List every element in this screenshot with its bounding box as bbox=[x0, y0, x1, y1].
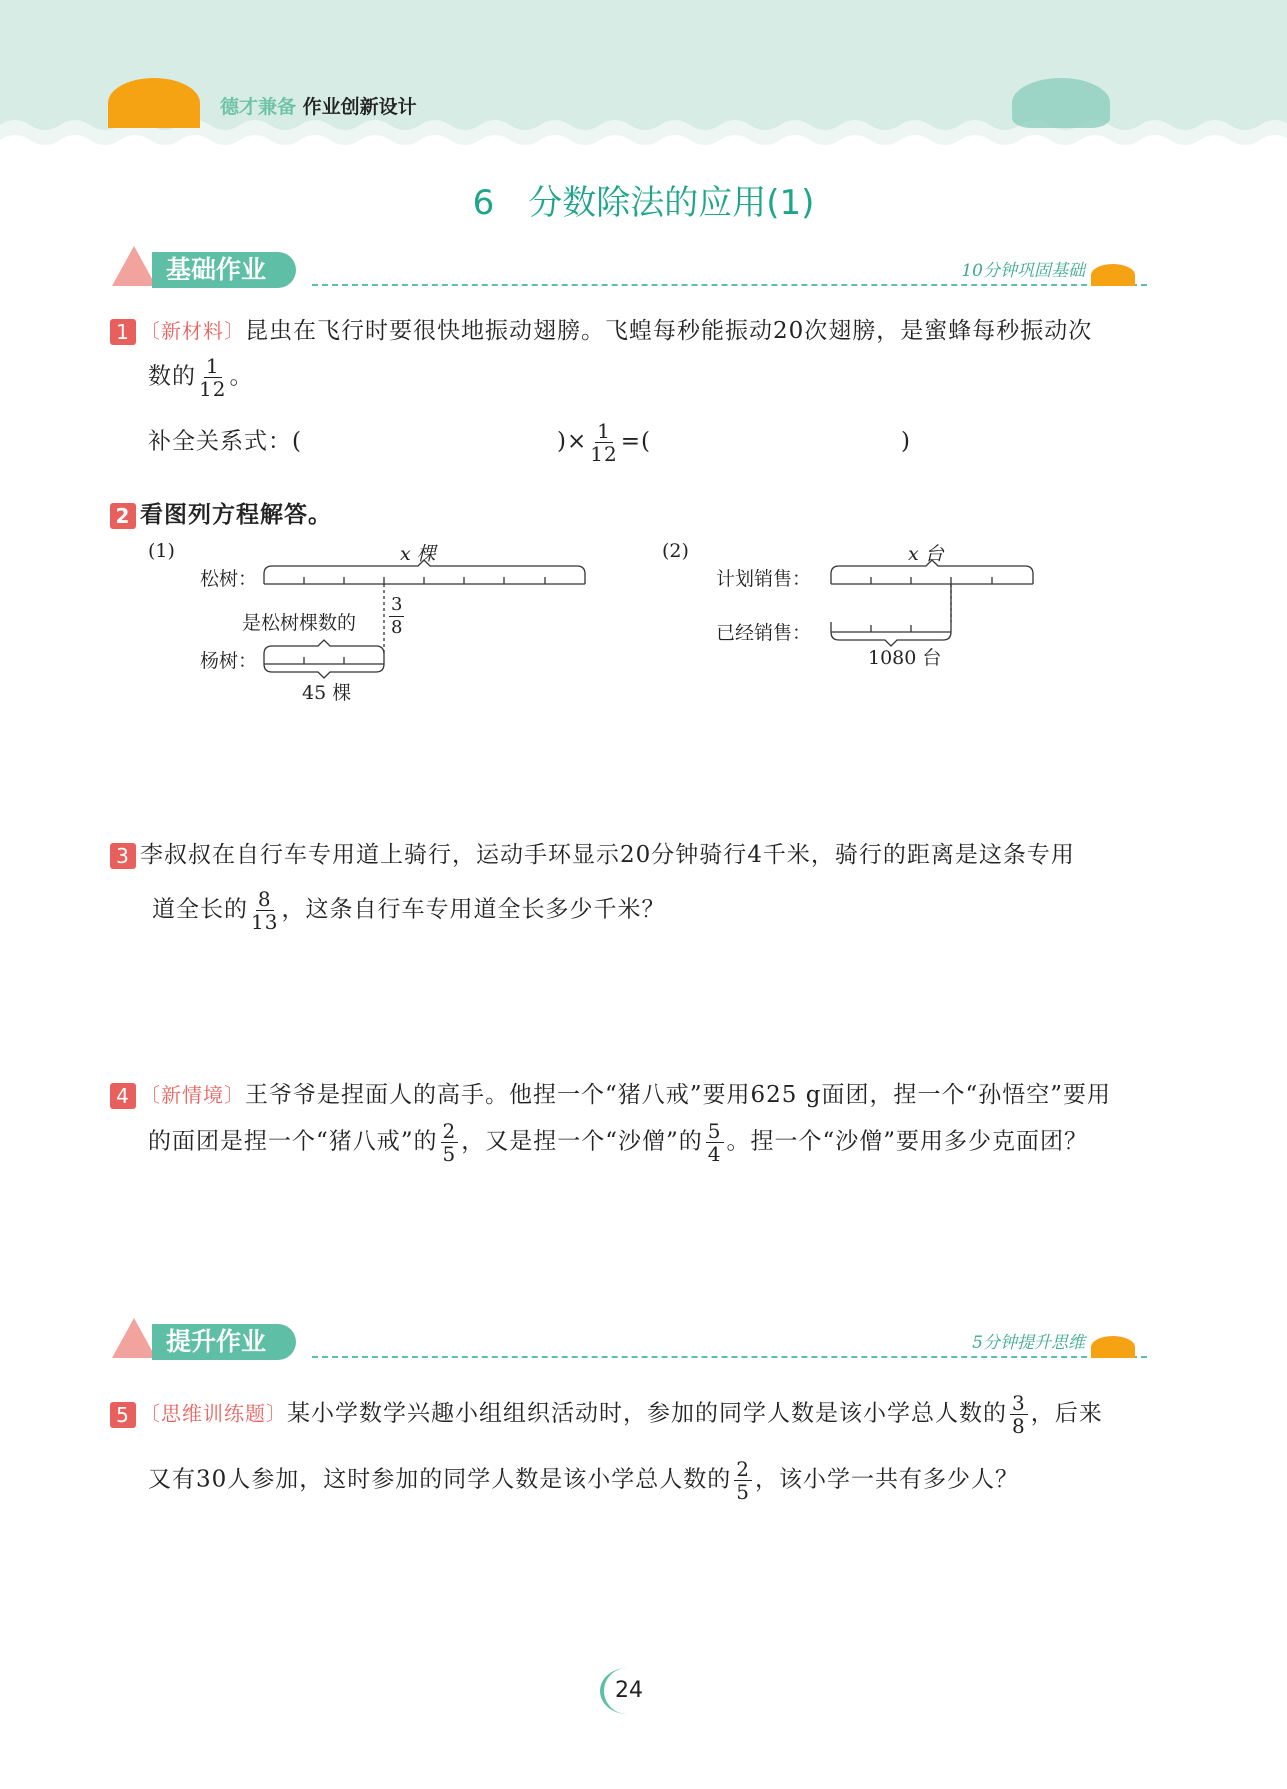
denominator: 12 bbox=[590, 442, 618, 466]
plan-bar bbox=[831, 574, 1033, 584]
question-number: 2 bbox=[110, 503, 136, 529]
fraction bbox=[1010, 1392, 1028, 1437]
numerator: 1 bbox=[205, 354, 220, 378]
question-number: 3 bbox=[110, 843, 136, 869]
denominator: 4 bbox=[707, 1142, 722, 1166]
denominator: 13 bbox=[251, 910, 279, 934]
page-number bbox=[600, 1668, 654, 1714]
pine-bar bbox=[264, 574, 585, 584]
question-3-line2 bbox=[152, 888, 665, 933]
question-text: 李叔叔在自行车专用道上骑行，运动手环显示20分钟骑行4千米，骑行的距离是这条专用 bbox=[140, 842, 1075, 868]
question-4 bbox=[110, 1076, 1111, 1109]
question-tag: 〔思维训练题〕 bbox=[140, 1401, 287, 1426]
text: =( bbox=[620, 428, 651, 455]
numerator: 5 bbox=[707, 1119, 722, 1143]
question-text: 看图列方程解答。 bbox=[140, 502, 332, 528]
relation-label: 补全关系式：( bbox=[148, 428, 302, 455]
section-header-advanced bbox=[112, 1318, 1147, 1364]
text: 的面团是捏一个“猪八戒”的 bbox=[148, 1128, 438, 1155]
text: 。 bbox=[229, 363, 254, 390]
fraction bbox=[706, 1120, 724, 1165]
plan-label: 计划销售： bbox=[716, 568, 812, 590]
page-title: 6 分数除法的应用(1) bbox=[472, 183, 815, 223]
sold-count: 1080 台 bbox=[868, 647, 942, 669]
question-5 bbox=[110, 1392, 1103, 1437]
text: 数的 bbox=[148, 363, 196, 390]
line-diagrams bbox=[0, 0, 1287, 720]
text: ，该小学一共有多少人？ bbox=[755, 1466, 1020, 1493]
numerator: 2 bbox=[442, 1119, 457, 1143]
denominator: 5 bbox=[442, 1142, 457, 1166]
question-text: 昆虫在飞行时要很快地振动翅膀。飞蝗每秒能振动20次翅膀，是蜜蜂每秒振动次 bbox=[245, 318, 1093, 344]
sold-bar bbox=[831, 584, 951, 632]
question-number: 5 bbox=[110, 1402, 136, 1428]
sun-icon bbox=[1091, 1336, 1135, 1358]
diagram-index: (2) bbox=[662, 540, 689, 562]
denominator: 8 bbox=[391, 617, 403, 638]
question-4-line2 bbox=[148, 1120, 1088, 1165]
total-label: x 台 bbox=[908, 543, 944, 565]
pine-brace bbox=[264, 560, 585, 574]
poplar-brace-top bbox=[264, 640, 384, 654]
ratio-label: 是松树棵数的 bbox=[242, 612, 357, 634]
text: )× bbox=[556, 428, 588, 455]
total-label: x 棵 bbox=[400, 543, 436, 565]
sold-brace bbox=[831, 632, 951, 646]
poplar-bar bbox=[264, 654, 384, 664]
question-5-line2 bbox=[148, 1458, 1019, 1503]
section-note: 10分钟巩固基础 bbox=[961, 261, 1085, 281]
text: ，又是捏一个“沙僧”的 bbox=[461, 1128, 703, 1155]
numerator: 3 bbox=[1012, 1391, 1026, 1415]
poplar-brace-bottom bbox=[264, 664, 384, 678]
text: ，这条自行车专用道全长多少千米？ bbox=[281, 896, 666, 923]
fraction bbox=[441, 1120, 459, 1165]
brand-black: 作业创新设计 bbox=[302, 96, 417, 118]
divider bbox=[312, 1356, 1147, 1358]
question-tag: 〔新材料〕 bbox=[140, 319, 245, 343]
pine-label: 松树： bbox=[200, 568, 258, 590]
question-tag: 〔新情境〕 bbox=[140, 1083, 245, 1107]
question-text: 某小学数学兴趣小组组织活动时，参加的同学人数是该小学总人数的 bbox=[287, 1400, 1007, 1427]
section-label: 基础作业 bbox=[152, 252, 296, 288]
question-text: 王爷爷是捏面人的高手。他捏一个“猪八戒”要用625 g面团，捏一个“孙悟空”要用 bbox=[245, 1082, 1111, 1108]
question-number: 1 bbox=[110, 319, 136, 345]
text: ，后来 bbox=[1030, 1400, 1103, 1427]
fraction bbox=[251, 888, 278, 933]
poplar-label: 杨树： bbox=[200, 650, 258, 672]
text: 。捏一个“沙僧”要用多少克面团？ bbox=[726, 1128, 1089, 1155]
text: 又有30人参加，这时参加的同学人数是该小学总人数的 bbox=[148, 1466, 732, 1493]
brand-green: 德才兼备 bbox=[220, 96, 297, 118]
plan-brace bbox=[831, 560, 1033, 574]
diagram-index: (1) bbox=[148, 540, 175, 562]
denominator: 12 bbox=[199, 377, 227, 401]
page-number-text: 24 bbox=[615, 1678, 643, 1703]
numerator: 8 bbox=[257, 887, 272, 911]
question-number: 4 bbox=[110, 1083, 136, 1109]
fraction bbox=[734, 1458, 752, 1503]
denominator: 5 bbox=[736, 1480, 751, 1504]
text: ) bbox=[900, 428, 911, 455]
section-note: 5分钟提升思维 bbox=[972, 1333, 1085, 1353]
numerator: 2 bbox=[736, 1457, 751, 1481]
text: 道全长的 bbox=[152, 896, 248, 923]
section-label: 提升作业 bbox=[152, 1324, 296, 1360]
poplar-count: 45 棵 bbox=[302, 682, 352, 704]
numerator: 3 bbox=[391, 594, 403, 615]
question-3 bbox=[110, 836, 1075, 869]
sold-label: 已经销售： bbox=[716, 622, 812, 644]
sailboat-icon bbox=[112, 1318, 156, 1358]
numerator: 1 bbox=[597, 419, 611, 443]
denominator: 8 bbox=[1012, 1414, 1026, 1438]
